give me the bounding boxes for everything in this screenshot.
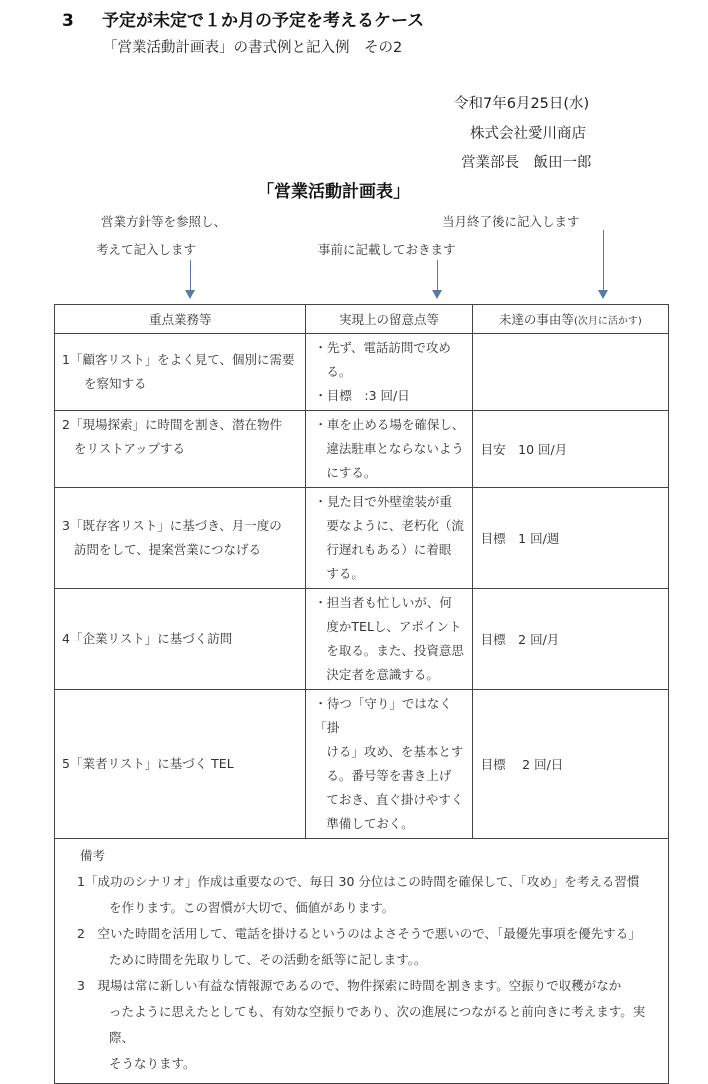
points-cell bbox=[306, 690, 472, 839]
point-line: ける」攻め、を基本とす bbox=[326, 744, 464, 759]
point-line: ・待つ「守り」ではなく「掛 bbox=[314, 696, 452, 735]
note-col2: 事前に記載しておきます bbox=[318, 242, 456, 257]
task-line: 4「企業リスト」に基づく訪問 bbox=[62, 631, 233, 646]
section-subtitle: 「営業活動計画表」の書式例と記入例 その2 bbox=[103, 40, 403, 56]
author-name: 営業部長 飯田一郎 bbox=[461, 155, 592, 171]
result-cell: 目安 10 回/月 bbox=[472, 411, 668, 488]
section-title: 予定が未定で１か月の予定を考えるケース bbox=[102, 11, 425, 31]
point-line: ・目標 :3 回/日 bbox=[314, 388, 410, 403]
header-key-tasks: 重点業務等 bbox=[55, 305, 306, 334]
point-line: 要なように、老朽化（流 bbox=[326, 518, 464, 533]
result-cell: 目標 2 回/月 bbox=[472, 589, 668, 690]
document-date: 令和7年6月25日(水) bbox=[454, 96, 590, 112]
section-heading bbox=[62, 6, 424, 31]
remarks-row bbox=[55, 839, 669, 1084]
task-cell bbox=[55, 589, 306, 690]
task-line: をリストアップする bbox=[74, 441, 186, 456]
activity-plan-table bbox=[54, 304, 669, 1084]
result-cell bbox=[472, 334, 668, 411]
task-cell bbox=[55, 411, 306, 488]
remark-line: ために時間を先取りして、その活動を紙等に記します。。 bbox=[109, 952, 427, 967]
point-line: ・見た目で外壁塗装が重 bbox=[314, 494, 452, 509]
points-cell bbox=[306, 488, 472, 589]
remark-line: 1「成功のシナリオ」作成は重要なので、毎日 30 分位はこの時間を確保して、「攻め」を考える習慣 bbox=[77, 874, 640, 889]
task-line: 1「顧客リスト」をよく見て、個別に需要 bbox=[62, 352, 295, 367]
remarks-title: 備考 bbox=[80, 848, 106, 863]
point-line: 決定者を意識する。 bbox=[326, 667, 439, 682]
point-line: にする。 bbox=[326, 465, 377, 480]
note-col1-line2: 考えて記入します bbox=[96, 242, 197, 257]
remark-line: そうなります。 bbox=[109, 1056, 196, 1071]
note-col3: 当月終了後に記入します bbox=[442, 214, 580, 229]
task-line: 2「現場探索」に時間を割き、潜在物件 bbox=[62, 417, 282, 432]
task-line: を察知する bbox=[84, 376, 147, 391]
header-unmet-note: (次月に活かす) bbox=[573, 316, 642, 327]
points-cell bbox=[306, 334, 472, 411]
note-col1-line1: 営業方針等を参照し、 bbox=[101, 214, 227, 229]
point-line: ・車を止める場を確保し、 bbox=[314, 417, 465, 432]
remark-item bbox=[63, 973, 660, 1077]
point-line: を取る。また、投資意思 bbox=[326, 643, 464, 658]
result-cell: 目標 1 回/週 bbox=[472, 488, 668, 589]
point-line: 行遅れもある）に着眼 bbox=[326, 542, 452, 557]
point-line: ・担当者も忙しいが、何 bbox=[314, 595, 452, 610]
document-title: 「営業活動計画表」 bbox=[257, 182, 410, 202]
task-cell bbox=[55, 690, 306, 839]
section-number: 3 bbox=[62, 11, 74, 31]
task-line: 訪問をして、提案営業につなげる bbox=[74, 542, 262, 557]
remark-line: 3 現場は常に新しい有益な情報源であるので、物件探索に時間を割きます。空振りで収穫がなか bbox=[77, 978, 622, 993]
point-line: る。 bbox=[326, 364, 352, 379]
task-cell bbox=[55, 334, 306, 411]
table-header-row bbox=[55, 305, 669, 334]
point-line: 準備しておく。 bbox=[326, 816, 414, 831]
remark-line: ったように思えたとしても、有効な空振りであり、次の進展につながると前向きに考えます。実際、 bbox=[109, 1004, 646, 1045]
header-unmet-label: 未達の事由等 bbox=[498, 312, 574, 327]
table-row bbox=[55, 589, 669, 690]
point-line: ・先ず、電話訪問で攻め bbox=[314, 340, 451, 355]
table-row bbox=[55, 334, 669, 411]
points-cell bbox=[306, 589, 472, 690]
point-line: ておき、直ぐ掛けやすく bbox=[326, 792, 464, 807]
table-row bbox=[55, 411, 669, 488]
points-cell bbox=[306, 411, 472, 488]
point-line: する。 bbox=[326, 566, 364, 581]
result-cell: 目標 2 回/日 bbox=[472, 690, 668, 839]
task-line: 3「既存客リスト」に基づき、月一度の bbox=[62, 518, 282, 533]
remark-item bbox=[63, 921, 660, 973]
header-points: 実現上の留意点等 bbox=[306, 305, 472, 334]
table-row bbox=[55, 690, 669, 839]
task-line: 5「業者リスト」に基づく TEL bbox=[62, 756, 234, 771]
header-unmet-reasons bbox=[472, 305, 668, 334]
table-row bbox=[55, 488, 669, 589]
point-line: 違法駐車とならないよう bbox=[326, 441, 464, 456]
remark-item bbox=[63, 869, 660, 921]
remark-line: 2 空いた時間を活用して、電話を掛けるというのはよさそうで悪いので、「最優先事項を優先する」 bbox=[77, 926, 641, 941]
point-line: 度かTELし、アポイント bbox=[326, 619, 462, 634]
company-name: 株式会社愛川商店 bbox=[470, 126, 586, 142]
point-line: る。番号等を書き上げ bbox=[326, 768, 452, 783]
remarks-cell bbox=[55, 839, 669, 1084]
task-cell bbox=[55, 488, 306, 589]
remark-line: を作ります。この習慣が大切で、価値があります。 bbox=[109, 900, 395, 915]
